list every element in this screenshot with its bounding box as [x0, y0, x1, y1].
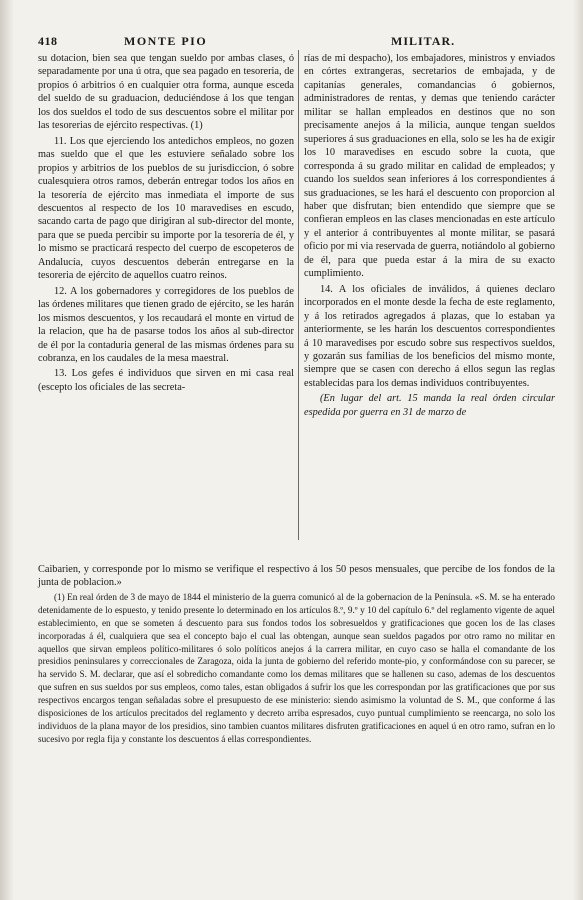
running-title-left: MONTE PIO — [124, 34, 208, 48]
paragraph-dotacion: su dotacion, bien sea que tengan sueldo por ambas clases, ó separadamente por una ú otra, que sea pagado en tesoreria, de propios ó arbitrios ó en cualquier otra forma, aunque esceda del sueldo de su graduacion, deduciéndose á los que tengan los dos sueldos el todo de sus descuentos sobre el militar por las tesorerias de ejército respectivas. (1) — [38, 53, 294, 132]
article-13-continued: rías de mi despacho), los embajadores, ministros y enviados en córtes extrangeras, secretarios de embajada, y de capitanías generales, comandancias ó gobiernos, administradores de rentas, y demas que teniendo carácter militar se hallan empleados en destinos que no son precisamente anejos á la milicia, aunque tengan sueldos superiores á sus graduaciones en ella, solo se les ha de exigir los 10 maravedises en escudo sobre la cuota, que corresponda á su grado militar en calidad de empleados; y cuando los sueldos sean inferiores á los correspondientes á sus graduaciones, se les hará el descuento con proporcion al haber que disfrutan; bien entendido que siempre que se confieran empleos en las clases mencionadas en este artículo y el anterior á contribuyentes al monte militar, se pasará oficio por mi via reservada de guerra, notiándolo al gobierno de él, para que pueda estar á la mira de su exacto cumplimiento. — [304, 53, 555, 280]
article-11: 11. Los que ejerciendo los antedichos empleos, no gozen mas sueldo que el que les estuviere señalado sobre los propios y arbitrios de los pueblos de su jurisdiccion, ó sobre cualesquiera otros ramos, deberán entregar todos los años en la tesorería de ejército mas inmediata el importe de sus descuentos al respecto de los 10 maravedises en escudo, sacando carta de pago que dirigiran al sub-director del monte, para que se pueda percibir su importe por la tesorería de él, y lo mismo se practicará respecto del cuerpo de escopeteros de Andalucía, cuyos descuentos deberán entregarse en la tesoreria de ejército de aquellos cuatro reinos. — [38, 135, 294, 282]
running-header — [38, 34, 553, 50]
note-continuation: Caibarien, y corresponde por lo mismo se verifique el respectivo á los 50 pesos mensuales, que percibe de los fondos de la junta de poblacion.» — [38, 564, 555, 589]
full-width-text — [38, 563, 555, 747]
page-number: 418 — [38, 34, 58, 48]
article-12: 12. A los gobernadores y corregidores de los pueblos de las órdenes militares que tienen grado de ejército, se les harán los mismos descuentos, y los recaudará el monte en virtud de la relacion, que ha de pasarse todos los años al sub-director de él por la contaduria general de las mismas órdenes para su cobranza, en los caudales de la mesa maestral. — [38, 285, 294, 364]
article-15-note: (En lugar del art. 15 manda la real órden circular espedida por guerra en 31 de marzo de — [304, 393, 555, 418]
column-divider — [298, 50, 299, 540]
page-edge-shadow — [573, 0, 583, 900]
article-14: 14. A los oficiales de inválidos, á quienes declaro incorporados en el monte desde la fecha de este reglamento, y á los retirados agregados á plazas, que lo estaban ya anteriormente, se les harán los descuentos correspondientes á 10 maravedises por escudo sobre sus respectivos sueldos, y gozarán sus familias de los beneficios del mismo monte, siempre que se casen con derecho á ellos segun las reglas establecidas para los demas individuos contribuyentes. — [304, 283, 555, 389]
binding-shadow — [0, 0, 14, 900]
article-13: 13. Los gefes é individuos que sirven en mi casa real (escepto los oficiales de las secreta- — [38, 368, 294, 393]
left-column — [38, 52, 294, 545]
running-title-right: MILITAR. — [391, 34, 456, 48]
right-column — [304, 52, 555, 545]
footnote-1: (1) En real órden de 3 de mayo de 1844 el ministerio de la guerra comunicó al de la gobernacion de la Península. «S. M. se ha enterado detenidamente de lo espuesto, y tenido presente lo determinado en los artículos 8.º, 9.º y 10 del capítulo 6.º del reglamento vigente de aquel establecimiento, en que se someten á descuento para sus fondos todos los sobresueldos y gratificaciones que gocen los de las clases incorporadas á él, cualquiera que sea el concepto bajo el cual las obtengan, aunque sean sueldos pagados por otro ramo no militar en aquellos que sirvan empleos político-militares ó solo políticos anejos á la carrera militar, en cuyo caso se halla el comandante de los presidios peninsulares y correccionales de Zaragoza, oida la junta de gobierno del referido monte-pio, y conformándose con su parecer, se ha servido S. M. declarar, que así el sobredicho comandante como los demas militares que se hallenen su caso, ademas de los descuentos que sufren en sus sueldos por sus empleos, como tales, estan obligados á sufrir los que les correspondan por las gratificaciones que por sus respectivos encargos tengan señaladas sobre el presupuesto de ese ministerio: siendo asimismo la voluntad de S. M., que conforme á las disposiciones de los artículos precitados del reglamento y decreto arriba espresados, cuyo puntual cumplimiento se reencarga, no solo los individuos de la plana mayor de los presidios, sino tambien cuantos militares disfruten gratificaciones en aquel ú en otro ramo, sufran en lo sucesivo por regla fija y constante los descuentos á ellas correspondientes. — [38, 591, 555, 744]
